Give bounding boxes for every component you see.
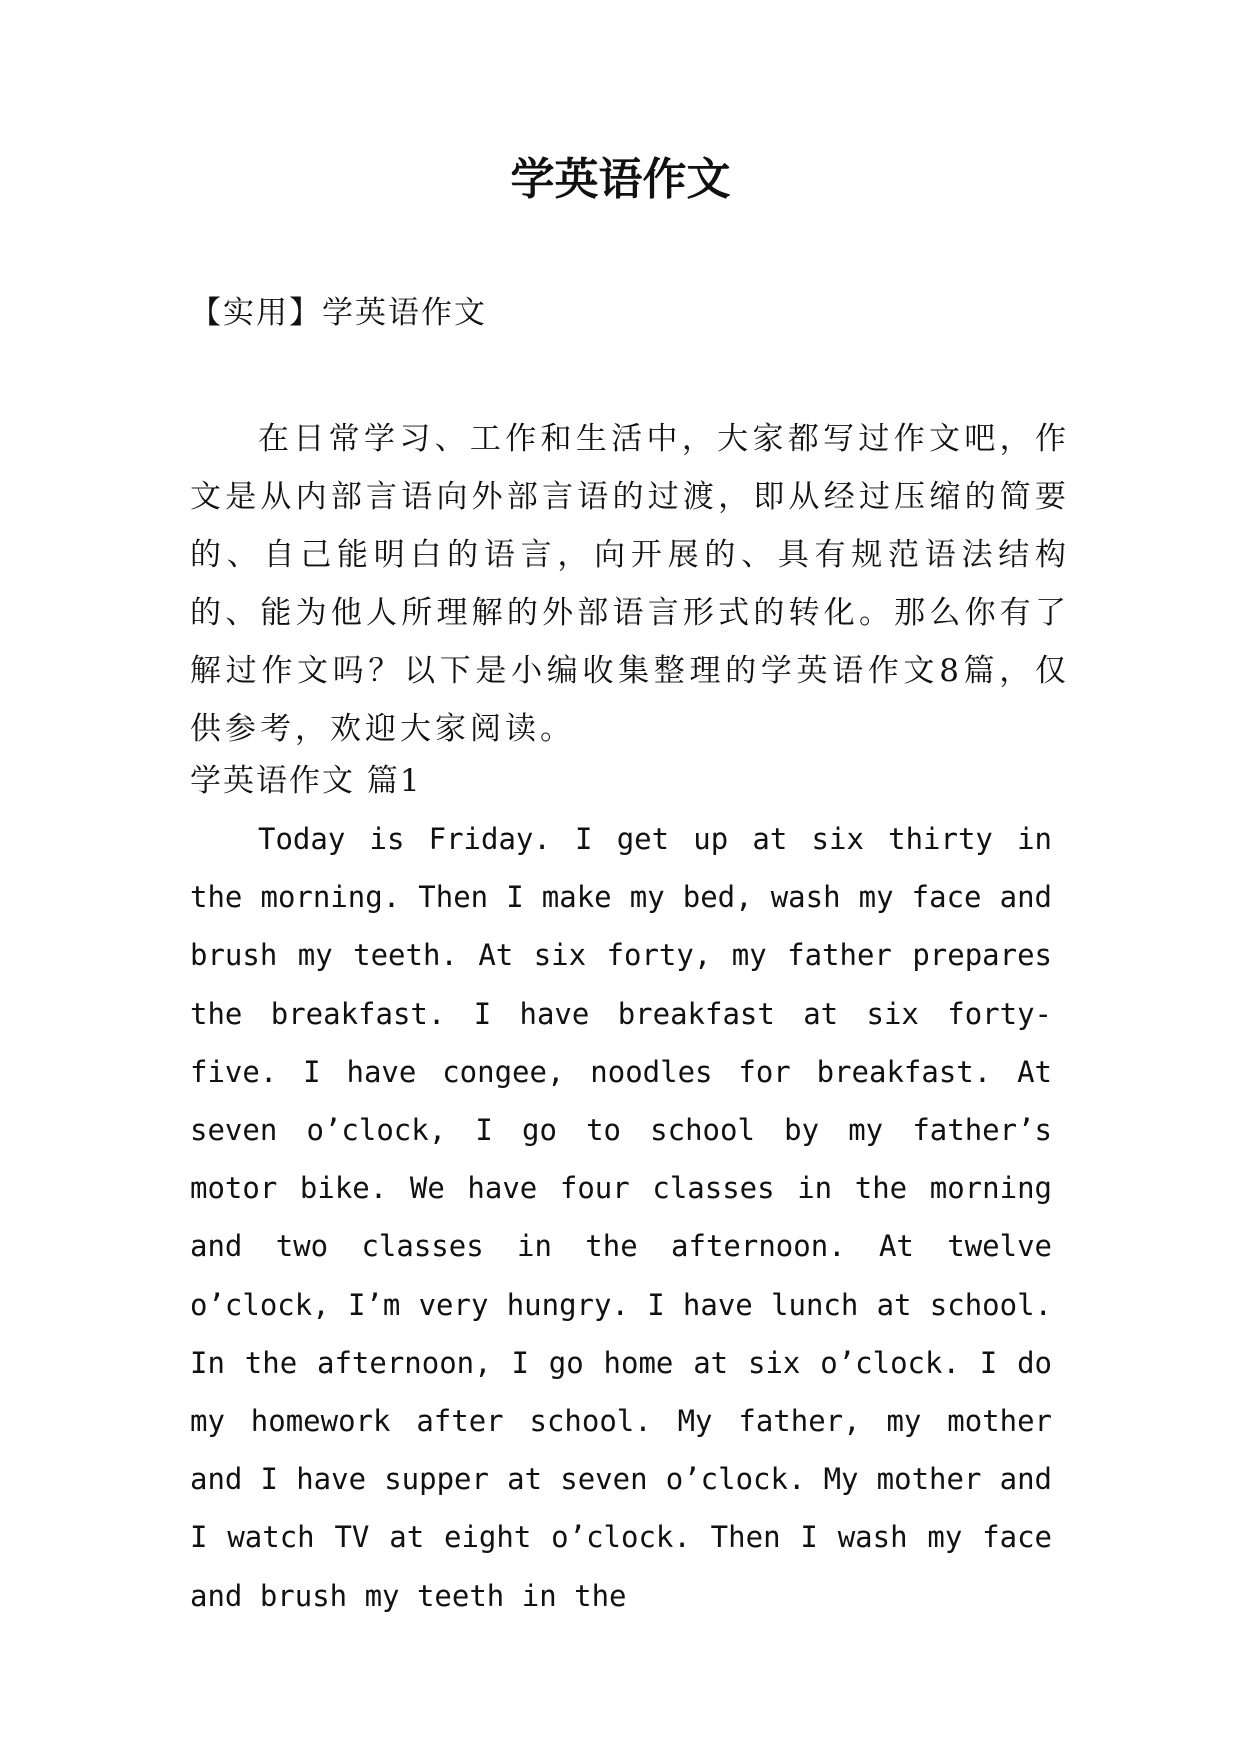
essay-paragraph: Today is Friday. I get up at six thirty in the morning. Then I make my bed, wash my face and brush my teeth. At six forty, my father prepares the breakfast. I have breakfast at six forty-five. I have congee, noodles for breakfast. At seven o’clock, I go to school by my father’s motor bike. We have four classes in the morning and two classes in the afternoon. At twelve o’clock, I’m very hungry. I have lunch at school. In the afternoon, I go home at six o’clock. I do my homework after school. My father, my mother and I have supper at seven o’clock. My mother and I watch TV at eight o’clock. Then I wash my face and brush my teeth in the [190,822,1052,1613]
document-title: 学英语作文 [510,154,731,205]
section-heading: 学英语作文 篇1 [190,763,422,799]
document-subtitle: 【实用】学英语作文 [190,295,487,331]
intro-paragraph: 在日常学习、工作和生活中，大家都写过作文吧，作文是从内部言语向外部言语的过渡，即从经过压缩的简要的、自己能明白的语言，向开展的、具有规范语法结构的、能为他人所理解的外部语言形式的转化。那么你有了解过作文吗？以下是小编收集整理的学英语作文8篇，仅供参考，欢迎大家阅读。 [190,421,1070,747]
